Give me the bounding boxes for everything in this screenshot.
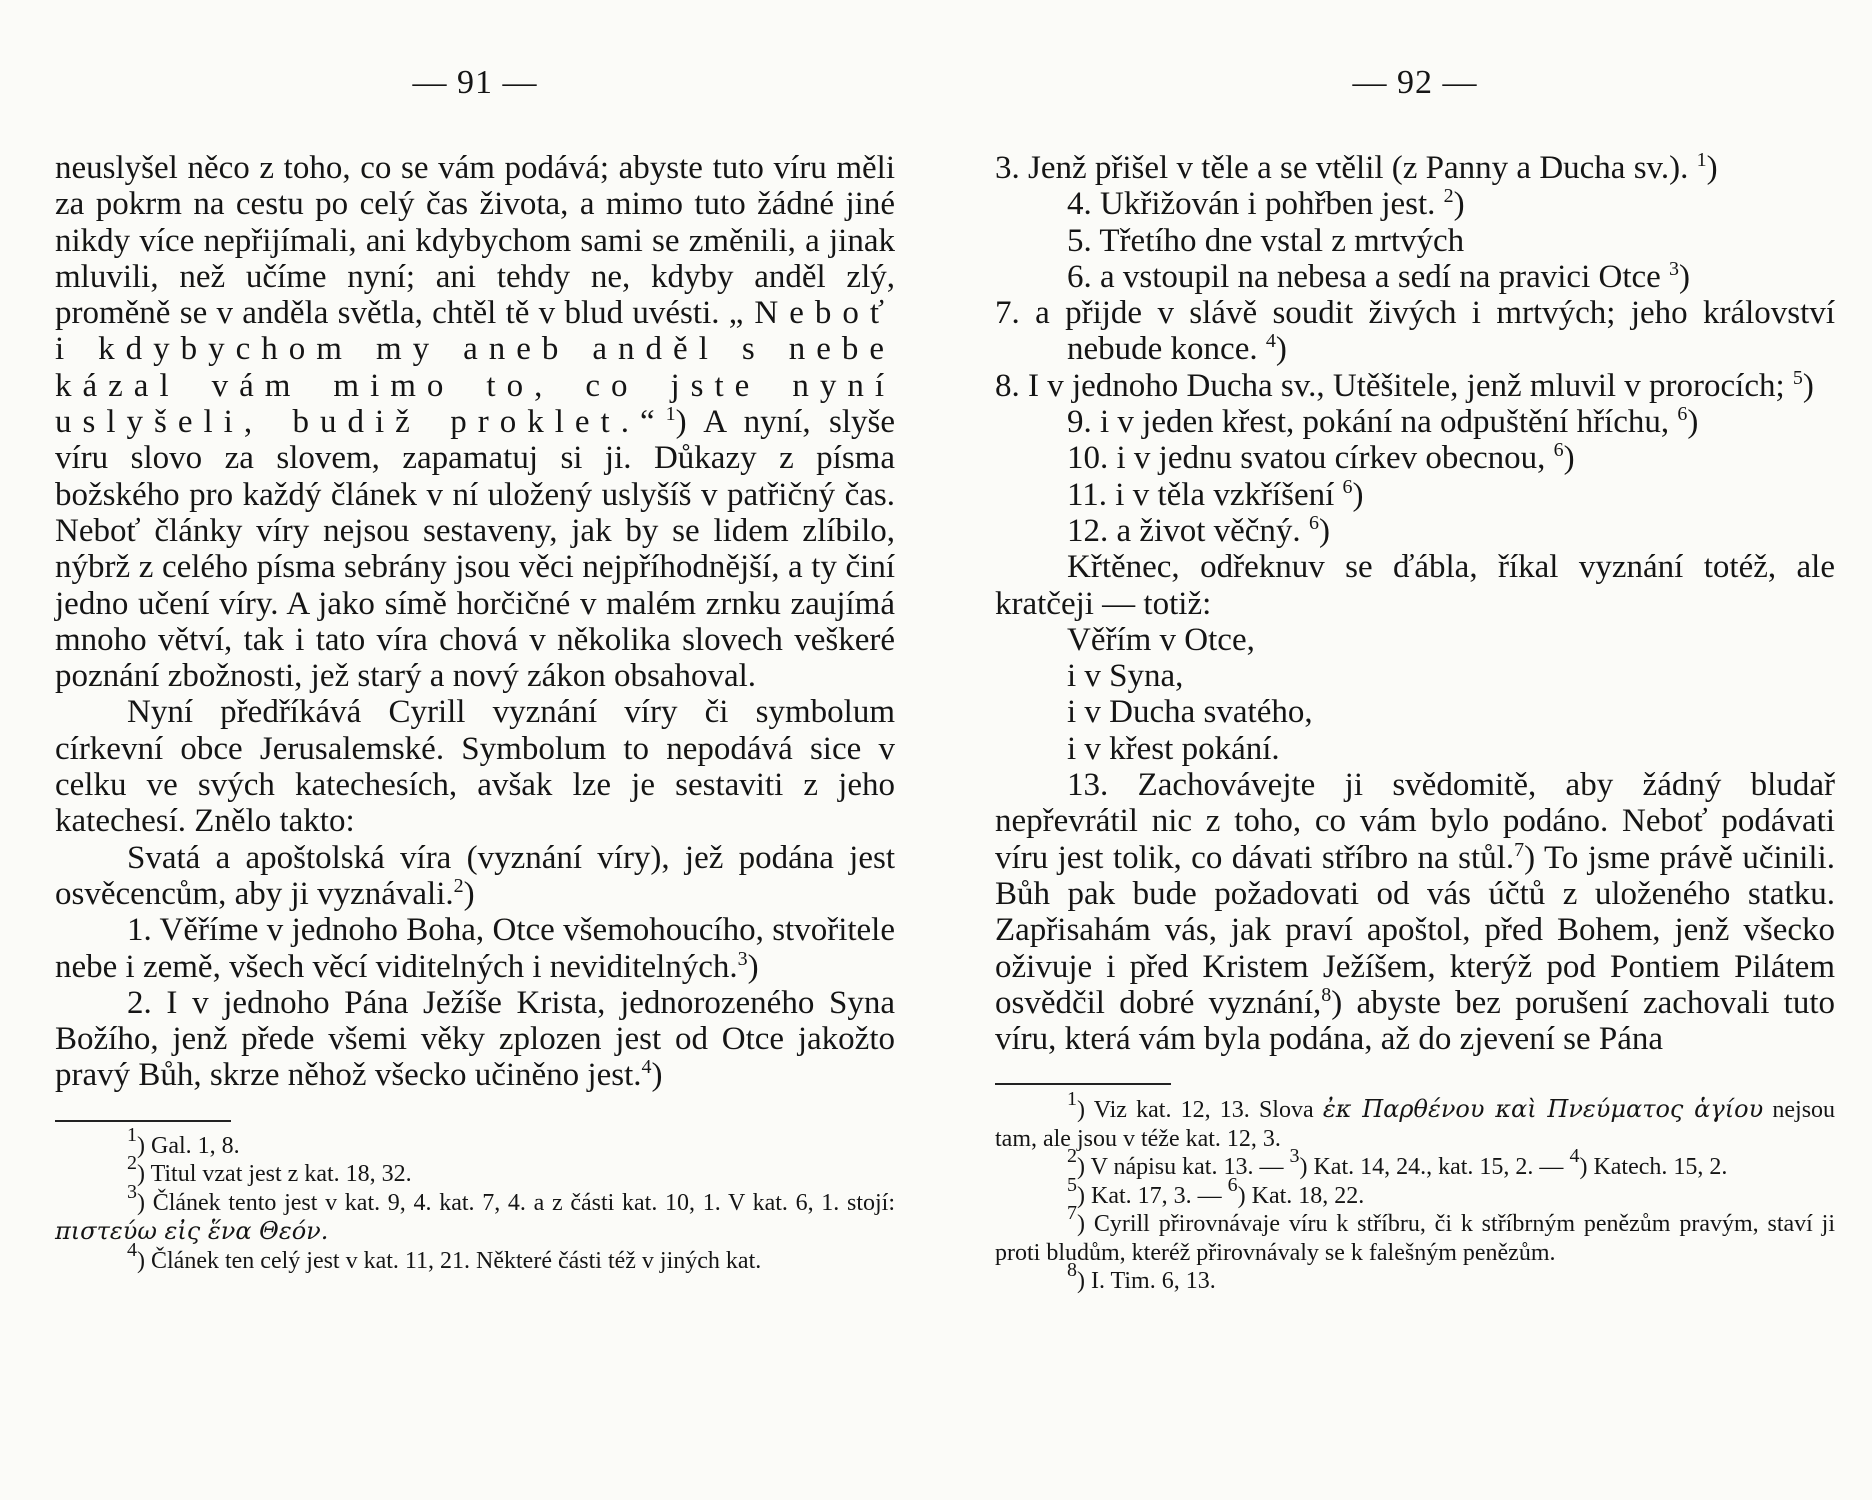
footnote-text: nejsou tam, ale jsou v téže kat. 12, 3. [995,1097,1836,1152]
paragraph-text: 8. I v jednoho Ducha sv., Utěšitele, jenž mluvil v prorocích; [995,367,1785,404]
footnote: $^5$) Kat. 17, 3. — $^6$) Kat. 18, 22. [1067,1173,1365,1209]
creed-article: 11. i v těla vzkříšení $^6$) [1067,475,1364,513]
footnote-divider [995,1083,1171,1085]
creed-article: 12. a život věčný. $^6$) [1067,511,1330,549]
creed-article: 9. i v jeden křest, pokání na odpuštění hříchu, $^6$) [1067,403,1699,441]
short-creed-line: Věřím v Otce, [1067,621,1255,658]
footnote-text: Článek ten celý jest v kat. 11, 21. Některé části též v jiných kat. [151,1247,762,1274]
footnote-ref: 7 [1514,838,1525,861]
footnote-divider [55,1120,231,1122]
paragraph: 13. Zachovávejte ji svědomitě, aby žádný bludař nepřevrátil nic z toho, co vám bylo podáno. Neboť podávati víru jest tolik, co dávati stříbro na stůl.$^7$) To jsme právě učinili. Bůh pak bude požadovati od vás účtů z uloženého statku. Zapřisahám vás, jak praví apoštol, před Bohem, jenž všecko oživuje i před Kristem Ježíšem, kterýž pod Pontiem Pilátem osvědčil dobré vyznání,$^8$) abyste bez porušení zachovali tuto víru, která vám byla podána, až do zjevení se Pána [995,767,1835,1058]
greek-text: πιστεύω εἰς ἕνα Θεόν. [55,1217,329,1246]
footnote-text: Katech. 15, 2. [1593,1154,1728,1181]
page-body [995,150,1835,1057]
footnote-mark: 3 [127,1180,137,1203]
paragraph-text: 7. a přijde v slávě soudit živých i mrtvých; jeho království nebude konce. [995,295,1835,368]
footnote-ref: 6 [1677,403,1688,426]
footnote-mark: 8 [1067,1259,1077,1282]
page-91 [55,0,895,1500]
footnote-text: Viz kat. 12, 13. Slova [1093,1097,1314,1124]
footnote-ref: 2 [453,874,464,897]
footnote-mark: 2 [127,1152,137,1175]
scripture-quote: „Neboť i kdybychom my aneb anděl s nebe kázal vám mimo to, co jste nyní uslyšeli, budiž proklet.“ [55,295,895,441]
footnote-text: Titul vzat jest z kat. 18, 32. [150,1161,412,1188]
paragraph-text: 2. I v jednoho Pána Ježíše Krista, jednorozeného Syna Božího, jenž přede všemi věky zplozen jest od Otce jakožto pravý Bůh, skrze něhož všecko učiněno jest. [55,984,895,1094]
footnote-ref: 8 [1321,983,1332,1006]
footnote-text: Gal. 1, 8. [151,1132,240,1159]
footnote: $^7$) Cyrill přirovnávaje víru k stříbru, či k stříbrným penězům pravým, staví ji proti bludům, kteréž přirovnávaly se k falešným penězům. [995,1202,1835,1266]
footnote-mark: 6 [1227,1173,1238,1196]
page-92 [995,0,1835,1500]
creed-article: 3. Jenž přišel v těle a se vtělil (z Panny a Ducha sv.). $^1$) [995,149,1718,186]
footnote-text: Kat. 14, 24., kat. 15, 2. — [1313,1154,1564,1181]
paragraph-text: neuslyšel něco z toho, co se vám podává; abyste tuto víru měli za pokrm na cestu po celý čas života, a mimo tuto žádné jiné nikdy více nepřijímali, ani kdybychom sami se změnili, a jinak mluvili, než učíme nyní; ani tehdy ne, kdyby anděl zlý, proměně se v anděla světla, chtěl tě v blud uvésti. [55,150,895,332]
paragraph-text: 9. i v jeden křest, pokání na odpuštění hříchu, [1067,404,1670,441]
footnote: $^8$) I. Tim. 6, 13. [1067,1259,1216,1295]
footnote-ref: 2 [1443,185,1454,208]
footnote-ref: 5 [1792,366,1803,389]
page-number: — 92 — [1352,64,1478,101]
footnote: $^2$) Titul vzat jest z kat. 18, 32. [127,1152,412,1188]
page-body [55,150,895,1094]
paragraph-text: abyste bez porušení zachovali tuto víru, která vám byla podána, až do zjevení se Pána [995,984,1835,1058]
creed-article: 6. a vstoupil na nebesa a sedí na pravici Otce $^3$) [1067,257,1691,295]
paragraph-text: 11. i v těla vzkříšení [1067,476,1335,513]
footnote-mark: 4 [127,1238,137,1261]
footnote-ref: 6 [1308,511,1319,534]
paragraph-text: 5. Třetího dne vstal z mrtvých [1067,222,1465,259]
footnote-mark: 3 [1289,1145,1300,1168]
creed-articles [995,150,1835,549]
footnote-text: Článek tento jest v kat. 9, 4. kat. 7, 4. a z části kat. 10, 1. V kat. 6, 1. stojí: [152,1189,896,1216]
footnote-ref: 4 [1265,330,1276,353]
paragraph-text: 12. a život věčný. [1067,512,1301,549]
footnote-ref: 3 [1669,257,1680,280]
creed-article: 1. Věříme v jednoho Boha, Otce všemohoucího, stvořitele nebe i země, všech věcí viditelných i neviditelných.$^3$) [55,912,895,985]
paragraph: Svatá a apoštolská víra (vyznání víry), jež podána jest osvěcencům, aby ji vyznávali.$^2$) [55,839,895,912]
paragraph-text: 3. Jenž přišel v těle a se vtělil (z Panny a Ducha sv.). [995,150,1689,186]
paragraph-text: To jsme právě učinili. Bůh pak bude požadovati od vás účtů z uloženého statku. Zapřisahám vás, jak praví apoštol, před Bohem, jenž všecko oživuje i před Kristem Ježíšem, kterýž pod Pontiem Pilátem osvědčil dobré vyznání, [995,839,1835,1021]
footnote: $^1$) Gal. 1, 8. [127,1123,240,1159]
footnote-mark: 1 [127,1123,137,1146]
paragraph: Nyní předříkává Cyrill vyznání víry či symbolum církevní obce Jerusalemské. Symbolum to nepodává sice v celku ve svých katechesích, avšak lze je sestaviti z jeho katechesí. Znělo takto: [55,694,895,840]
footnote-mark: 5 [1067,1173,1077,1196]
footnote-mark: 1 [1067,1088,1077,1111]
paragraph: neuslyšel něco z toho, co se vám podává; abyste tuto víru měli za pokrm na cestu po celý čas života, a mimo tuto žádné jiné nikdy více nepřijímali, ani kdybychom sami se změnili, a jinak mluvili, než učíme nyní; ani tehdy ne, kdyby anděl zlý, proměně se v anděla světla, chtěl tě v blud uvésti. „Neboť i kdybychom my aneb anděl s nebe kázal vám mimo to, co jste nyní uslyšeli, budiž proklet.“$^1$) A nyní, slyše víru slovo za slovem, zapamatuj si ji. Důkazy z písma božského pro každý článek v ní uložený uslyšíš v patřičný čas. Neboť články víry nejsou sestaveny, jak by se lidem zlíbilo, nýbrž z celého písma sebrány jsou věci nejpříhodnější, a ty činí jedno učení víry. A jako símě horčičné v malém zrnku zaujímá mnoho větví, tak i tato víra chová v několika slovech veškeré poznání zbožnosti, jež starý a nový zákon obsahoval. [55,150,895,695]
footnote-ref: 6 [1553,439,1564,462]
paragraph-text: 13. Zachovávejte ji svědomitě, aby žádný bludař nepřevrátil nic z toho, co vám bylo podáno. Neboť podávati víru jest tolik, co dávati stříbro na stůl. [995,767,1835,876]
paragraph-text: 1. Věříme v jednoho Boha, Otce všemohoucího, stvořitele nebe i země, všech věcí viditelných i neviditelných. [55,912,895,985]
paragraph-text: A nyní, slyše víru slovo za slovem, zapamatuj si ji. Důkazy z písma božského pro každý článek v ní uložený uslyšíš v patřičný čas. Neboť články víry nejsou sestaveny, jak by se lidem zlíbilo, nýbrž z celého písma sebrány jsou věci nejpříhodnější, a ty činí jedno učení víry. A jako símě horčičné v malém zrnku zaujímá mnoho větví, tak i tato víra chová v několika slovech veškeré poznání zbožnosti, jež starý a nový zákon obsahoval. [55,404,895,695]
footnote: $^1$) Viz kat. 12, 13. Slova ἐκ Παρθένου καὶ Πνεύματος ἁγίου nejsou tam, ale jsou v téže kat. 12, 3. [995,1088,1836,1152]
footnote: $^3$) Článek tento jest v kat. 9, 4. kat. 7, 4. a z části kat. 10, 1. V kat. 6, 1. stojí: πιστεύω εἰς ἕνα Θεόν. [55,1180,896,1246]
creed-article: 4. Ukřižován i pohřben jest. $^2$) [1067,185,1465,223]
paragraph-text: 10. i v jednu svatou církev obecnou, [1067,440,1546,477]
paragraph-text: Svatá a apoštolská víra (vyznání víry), jež podána jest osvěcencům, aby ji vyznávali. [55,839,895,912]
footnote-text: Cyrill přirovnávaje víru k stříbru, či k stříbrným penězům pravým, staví ji proti bludům, kteréž přirovnávaly se k falešným penězům. [995,1211,1835,1266]
footnotes [55,1123,896,1276]
footnote-text: V nápisu kat. 13. — [1090,1154,1284,1181]
footnote-ref: 4 [641,1056,652,1079]
footnote-text: Kat. 17, 3. — [1091,1182,1222,1209]
greek-text: ἐκ Παρθένου καὶ Πνεύματος ἁγίου [1322,1095,1764,1124]
paragraph-text: 4. Ukřižován i pohřben jest. [1067,186,1436,223]
footnote-mark: 7 [1067,1202,1077,1225]
footnote-ref: 3 [737,947,748,970]
creed-article [995,223,1835,259]
footnote-mark: 4 [1569,1145,1580,1168]
short-creed-line: i v křest pokání. [1067,730,1280,767]
creed-article: 7. a přijde v slávě soudit živých i mrtvých; jeho království nebude konce. $^4$) [995,295,1835,368]
creed-article: 10. i v jednu svatou církev obecnou, $^6$) [1067,439,1575,477]
creed-article: 2. I v jednoho Pána Ježíše Krista, jednorozeného Syna Božího, jenž přede všemi věky zplozen jest od Otce jakožto pravý Bůh, skrze něhož všecko učiněno jest.$^4$) [55,984,895,1094]
footnotes [995,1088,1836,1296]
paragraph: Křtěnec, odřeknuv se ďábla, říkal vyznání totéž, ale kratčeji — totiž: [995,549,1835,622]
short-creed-line: i v Ducha svatého, [1067,694,1313,731]
footnote-text: Kat. 18, 22. [1251,1182,1365,1209]
footnote-ref: 1 [665,403,676,426]
footnote: $^4$) Článek ten celý jest v kat. 11, 21. Některé části též v jiných kat. [127,1238,762,1274]
footnote-ref: 6 [1342,475,1353,498]
footnote-text: I. Tim. 6, 13. [1091,1268,1216,1295]
creed-article: 8. I v jednoho Ducha sv., Utěšitele, jenž mluvil v prorocích; $^5$) [995,366,1814,404]
short-creed-line: i v Syna, [1067,658,1184,695]
page-number: — 91 — [412,64,538,101]
footnote: $^2$) V nápisu kat. 13. — $^3$) Kat. 14, 24., kat. 15, 2. — $^4$) Katech. 15, 2. [1067,1145,1728,1181]
footnote-mark: 2 [1067,1145,1077,1168]
footnote-ref: 1 [1696,149,1707,171]
paragraph-text: 6. a vstoupil na nebesa a sedí na pravici Otce [1067,258,1661,295]
